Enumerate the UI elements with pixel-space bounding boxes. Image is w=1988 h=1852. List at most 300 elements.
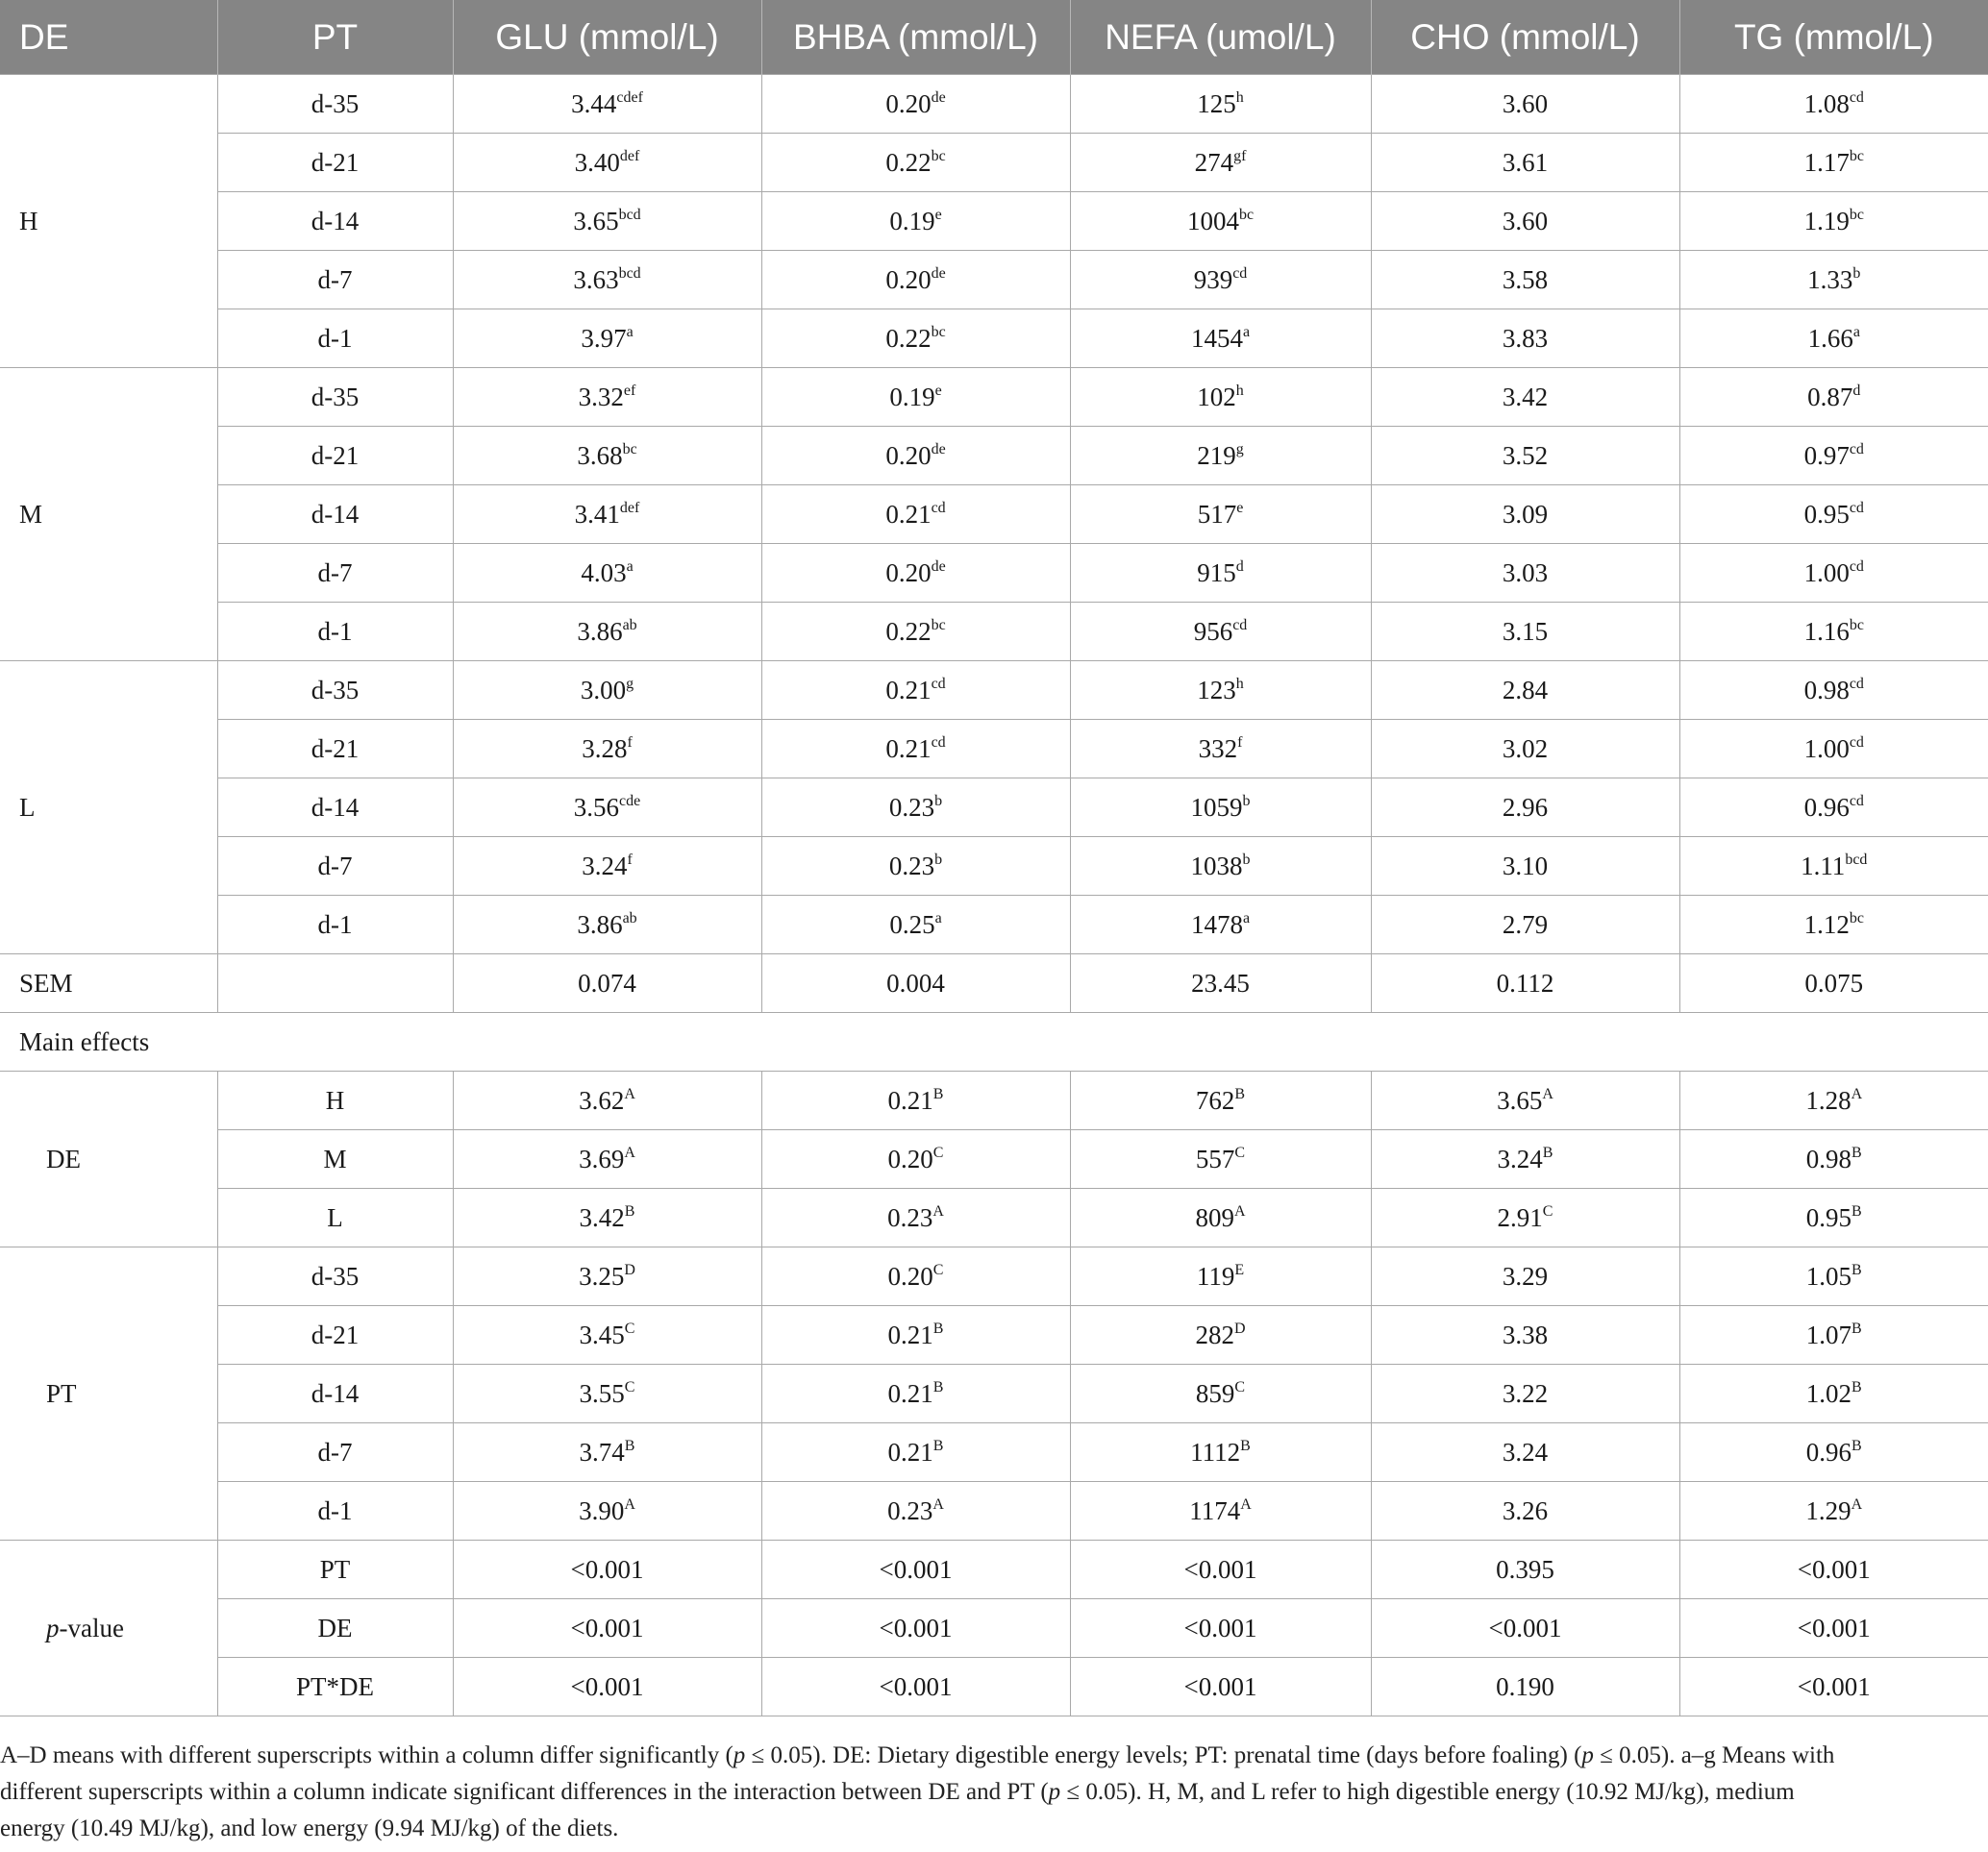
cell-nefa <box>1070 1189 1371 1247</box>
header-cho: CHO (mmol/L) <box>1371 0 1679 75</box>
cell-value: <0.001 <box>879 1554 953 1584</box>
cell-tg <box>1679 485 1988 544</box>
cell-superscript: def <box>619 499 640 516</box>
cell-tg <box>1679 251 1988 309</box>
cell-superscript: b <box>934 851 943 868</box>
cell-cho <box>1371 778 1679 837</box>
cell-cho <box>1371 1306 1679 1365</box>
cell-bhba <box>761 778 1070 837</box>
cell-cho <box>1371 368 1679 427</box>
cell-value: 0.21 <box>887 1320 933 1349</box>
cell-superscript: e <box>934 206 942 223</box>
cell-tg <box>1679 1482 1988 1541</box>
cell-superscript: h <box>1235 675 1244 692</box>
cell-glu <box>453 1482 761 1541</box>
table-row <box>0 1541 1988 1599</box>
cell-value: 0.20 <box>885 264 932 294</box>
cell-bhba <box>761 603 1070 661</box>
cell-value: 3.63 <box>573 264 619 294</box>
cell-value: 1.17 <box>1803 147 1850 177</box>
cell-nefa <box>1070 1482 1371 1541</box>
cell-superscript: cd <box>931 499 946 516</box>
cell-value: 23.45 <box>1191 968 1250 998</box>
cell-superscript: cd <box>931 733 946 751</box>
cell-superscript: bc <box>622 440 637 457</box>
header-tg: TG (mmol/L) <box>1679 0 1988 75</box>
header-de: DE <box>0 0 217 75</box>
cell-superscript: d <box>1852 382 1861 399</box>
cell-glu <box>453 309 761 368</box>
cell-bhba <box>761 1247 1070 1306</box>
main-effects-label: Main effects <box>0 1013 1988 1072</box>
cell-superscript: de <box>931 440 946 457</box>
cell-value: 0.22 <box>885 323 932 353</box>
cell-cho <box>1371 192 1679 251</box>
footnote-line: energy (10.49 MJ/kg), and low energy (9.94 MJ/kg) of the diets. <box>0 1815 619 1841</box>
pt-cell: PT*DE <box>217 1658 453 1716</box>
pt-cell: d-7 <box>217 544 453 603</box>
cell-superscript: A <box>1240 1495 1252 1513</box>
cell-cho <box>1371 1599 1679 1658</box>
cell-value: <0.001 <box>1183 1671 1257 1701</box>
cell-value: 1.66 <box>1807 323 1853 353</box>
cell-value: <0.001 <box>570 1613 644 1642</box>
cell-tg <box>1679 309 1988 368</box>
pt-cell: d-21 <box>217 134 453 192</box>
cell-value: 1004 <box>1186 206 1239 235</box>
cell-nefa <box>1070 75 1371 134</box>
sem-row <box>0 954 1988 1013</box>
cell-value: 1059 <box>1190 792 1243 822</box>
cell-value: 915 <box>1197 557 1236 587</box>
cell-bhba <box>761 134 1070 192</box>
cell-superscript: E <box>1234 1261 1245 1278</box>
cell-value: 3.60 <box>1502 88 1549 118</box>
cell-superscript: B <box>1240 1437 1251 1454</box>
cell-value: 3.15 <box>1502 616 1549 646</box>
cell-value: 0.21 <box>885 675 932 704</box>
cell-value: 219 <box>1197 440 1236 470</box>
cell-superscript: f <box>627 851 633 868</box>
pt-cell: d-1 <box>217 309 453 368</box>
pt-cell: d-35 <box>217 368 453 427</box>
cell-value: 123 <box>1197 675 1236 704</box>
cell-value: 0.190 <box>1496 1671 1554 1701</box>
cell-value: 3.41 <box>574 499 620 529</box>
cell-bhba <box>761 1130 1070 1189</box>
cell-nefa <box>1070 1247 1371 1306</box>
cell-superscript: cdef <box>616 88 643 106</box>
cell-value: 0.395 <box>1496 1554 1554 1584</box>
cell-value: 3.62 <box>579 1085 625 1115</box>
cell-value: 3.86 <box>577 616 623 646</box>
cell-nefa <box>1070 603 1371 661</box>
cell-superscript: e <box>934 382 942 399</box>
cell-superscript: B <box>1851 1144 1862 1161</box>
cell-value: 0.004 <box>886 968 945 998</box>
sem-label: SEM <box>0 954 217 1013</box>
cell-superscript: de <box>931 88 946 106</box>
cell-superscript: a <box>1242 323 1251 340</box>
cell-value: 0.20 <box>885 557 932 587</box>
cell-glu <box>453 1423 761 1482</box>
cell-value: 1.12 <box>1803 909 1850 939</box>
cell-nefa <box>1070 1599 1371 1658</box>
cell-value: 1454 <box>1190 323 1243 353</box>
cell-superscript: bc <box>1849 909 1864 926</box>
cell-glu <box>453 427 761 485</box>
pt-cell: d-21 <box>217 720 453 778</box>
cell-value: 3.58 <box>1502 264 1549 294</box>
cell-cho <box>1371 309 1679 368</box>
cell-superscript: A <box>932 1495 944 1513</box>
cell-superscript: ef <box>623 382 636 399</box>
cell-tg <box>1679 720 1988 778</box>
cell-value: 939 <box>1193 264 1233 294</box>
group-label: M <box>0 368 217 661</box>
cell-bhba <box>761 1482 1070 1541</box>
cell-value: 3.10 <box>1502 851 1549 880</box>
cell-bhba <box>761 75 1070 134</box>
cell-glu <box>453 368 761 427</box>
cell-glu <box>453 1599 761 1658</box>
pt-cell: DE <box>217 1599 453 1658</box>
cell-value: 809 <box>1195 1202 1234 1232</box>
cell-value: 282 <box>1195 1320 1234 1349</box>
cell-value: 1.05 <box>1805 1261 1852 1291</box>
cell-glu <box>453 661 761 720</box>
pt-cell: d-14 <box>217 778 453 837</box>
cell-value: 0.21 <box>887 1085 933 1115</box>
cell-value: 0.23 <box>887 1202 933 1232</box>
pt-cell: d-14 <box>217 485 453 544</box>
cell-superscript: bc <box>931 616 946 633</box>
cell-value: 1174 <box>1189 1495 1241 1525</box>
cell-superscript: C <box>932 1144 944 1161</box>
cell-value: 1.07 <box>1805 1320 1852 1349</box>
cell-cho <box>1371 134 1679 192</box>
cell-value: 1112 <box>1190 1437 1241 1467</box>
cell-superscript: A <box>624 1144 635 1161</box>
cell-bhba <box>761 427 1070 485</box>
cell-superscript: a <box>626 557 634 575</box>
table-row <box>0 485 1988 544</box>
cell-superscript: B <box>932 1378 944 1395</box>
cell-value: 3.40 <box>574 147 620 177</box>
cell-value: 102 <box>1197 382 1236 411</box>
pt-cell: d-14 <box>217 1365 453 1423</box>
cell-superscript: C <box>624 1320 635 1337</box>
cell-glu <box>453 192 761 251</box>
pt-cell: d-14 <box>217 192 453 251</box>
cell-tg <box>1679 1599 1988 1658</box>
cell-superscript: B <box>624 1437 635 1454</box>
cell-nefa <box>1070 1072 1371 1130</box>
cell-superscript: B <box>932 1437 944 1454</box>
table-row <box>0 661 1988 720</box>
cell-value: 0.87 <box>1807 382 1853 411</box>
cell-nefa <box>1070 837 1371 896</box>
cell-tg <box>1679 603 1988 661</box>
cell-cho <box>1371 1130 1679 1189</box>
cell-glu <box>453 1365 761 1423</box>
table-row <box>0 1189 1988 1247</box>
cell-superscript: cd <box>1849 557 1864 575</box>
cell-glu <box>453 1189 761 1247</box>
cell-superscript: B <box>1851 1202 1862 1220</box>
cell-cho <box>1371 896 1679 954</box>
cell-superscript: g <box>1235 440 1244 457</box>
header-glu: GLU (mmol/L) <box>453 0 761 75</box>
cell-tg <box>1679 75 1988 134</box>
cell-value: 1.19 <box>1803 206 1850 235</box>
cell-value: 0.074 <box>578 968 636 998</box>
cell-superscript: C <box>1234 1144 1246 1161</box>
cell-nefa <box>1070 720 1371 778</box>
header-bhba: BHBA (mmol/L) <box>761 0 1070 75</box>
cell-value: 3.69 <box>579 1144 625 1173</box>
cell-superscript: b <box>934 792 943 809</box>
cell-value: 3.26 <box>1502 1495 1549 1525</box>
cell-value: 3.52 <box>1502 440 1549 470</box>
cell-superscript: bc <box>1849 206 1864 223</box>
cell-cho <box>1371 251 1679 309</box>
cell-bhba <box>761 954 1070 1013</box>
table-row <box>0 1365 1988 1423</box>
cell-glu <box>453 134 761 192</box>
cell-superscript: cd <box>1849 792 1864 809</box>
cell-bhba <box>761 251 1070 309</box>
cell-value: 3.97 <box>581 323 627 353</box>
cell-glu <box>453 251 761 309</box>
table-row <box>0 368 1988 427</box>
cell-value: 1.28 <box>1805 1085 1851 1115</box>
pt-cell: d-35 <box>217 75 453 134</box>
cell-nefa <box>1070 1130 1371 1189</box>
cell-value: 332 <box>1198 733 1238 763</box>
table-row <box>0 192 1988 251</box>
cell-value: 3.42 <box>579 1202 625 1232</box>
table-row <box>0 134 1988 192</box>
cell-value: 0.21 <box>885 733 932 763</box>
cell-superscript: g <box>626 675 634 692</box>
table-row <box>0 1247 1988 1306</box>
header-row <box>0 0 1988 75</box>
pt-cell: M <box>217 1130 453 1189</box>
group-label: PT <box>0 1247 217 1541</box>
cell-glu <box>453 1072 761 1130</box>
cell-value: 1.29 <box>1805 1495 1851 1525</box>
table-row <box>0 896 1988 954</box>
cell-superscript: B <box>1851 1378 1862 1395</box>
cell-value: 2.91 <box>1497 1202 1543 1232</box>
cell-superscript: A <box>1851 1085 1863 1102</box>
cell-value: 1.33 <box>1807 264 1853 294</box>
cell-value: 3.32 <box>578 382 624 411</box>
cell-value: 0.98 <box>1803 675 1850 704</box>
cell-value: 2.96 <box>1502 792 1549 822</box>
cell-nefa <box>1070 1541 1371 1599</box>
cell-nefa <box>1070 427 1371 485</box>
cell-cho <box>1371 1247 1679 1306</box>
cell-value: 557 <box>1195 1144 1235 1173</box>
cell-value: 3.38 <box>1502 1320 1549 1349</box>
cell-value: <0.001 <box>1183 1554 1257 1584</box>
cell-cho <box>1371 1482 1679 1541</box>
cell-value: 3.56 <box>573 792 620 822</box>
cell-superscript: de <box>931 264 946 282</box>
cell-value: 3.61 <box>1502 147 1549 177</box>
cell-glu <box>453 1306 761 1365</box>
cell-value: 4.03 <box>581 557 627 587</box>
cell-tg <box>1679 368 1988 427</box>
cell-cho <box>1371 661 1679 720</box>
cell-glu <box>453 954 761 1013</box>
cell-glu <box>453 1247 761 1306</box>
cell-tg <box>1679 1072 1988 1130</box>
cell-value: 1.02 <box>1805 1378 1852 1408</box>
cell-bhba <box>761 720 1070 778</box>
cell-superscript: e <box>1236 499 1244 516</box>
cell-superscript: b <box>1242 792 1251 809</box>
cell-superscript: cd <box>1849 499 1864 516</box>
cell-bhba <box>761 1365 1070 1423</box>
pt-cell: d-7 <box>217 251 453 309</box>
footnote-line: A–D means with different superscripts within a column differ significantly (p ≤ 0.05). DE: Dietary digestible energy levels; PT: prenatal time (days before foaling) (p ≤ 0.05). a–g Means with <box>0 1742 1835 1768</box>
table-row <box>0 1658 1988 1716</box>
cell-superscript: C <box>932 1261 944 1278</box>
cell-superscript: bcd <box>618 264 641 282</box>
cell-superscript: b <box>1242 851 1251 868</box>
cell-superscript: bc <box>1849 147 1864 164</box>
table-row <box>0 309 1988 368</box>
table-row <box>0 544 1988 603</box>
cell-glu <box>453 896 761 954</box>
cell-superscript: D <box>1233 1320 1246 1337</box>
cell-value: 3.44 <box>571 88 617 118</box>
cell-nefa <box>1070 896 1371 954</box>
cell-value: 1.08 <box>1803 88 1850 118</box>
cell-tg <box>1679 134 1988 192</box>
cell-superscript: cd <box>1232 616 1248 633</box>
cell-cho <box>1371 1365 1679 1423</box>
cell-value: <0.001 <box>879 1613 953 1642</box>
cell-tg <box>1679 1541 1988 1599</box>
cell-value: 0.21 <box>887 1378 933 1408</box>
table-row <box>0 603 1988 661</box>
cell-superscript: B <box>624 1202 635 1220</box>
pt-cell: H <box>217 1072 453 1130</box>
cell-superscript: cd <box>1849 675 1864 692</box>
pt-cell: d-1 <box>217 1482 453 1541</box>
cell-value: 0.97 <box>1803 440 1850 470</box>
cell-cho <box>1371 1658 1679 1716</box>
cell-nefa <box>1070 251 1371 309</box>
cell-value: 3.22 <box>1502 1378 1549 1408</box>
cell-tg <box>1679 427 1988 485</box>
pt-cell <box>217 954 453 1013</box>
table-row <box>0 778 1988 837</box>
table-row <box>0 720 1988 778</box>
pt-cell: d-1 <box>217 896 453 954</box>
cell-value: <0.001 <box>1797 1554 1871 1584</box>
cell-superscript: bc <box>931 147 946 164</box>
cell-value: 0.112 <box>1496 968 1554 998</box>
cell-superscript: cd <box>1849 733 1864 751</box>
cell-nefa <box>1070 368 1371 427</box>
cell-bhba <box>761 1072 1070 1130</box>
cell-nefa <box>1070 192 1371 251</box>
group-label-rest: -value <box>59 1613 124 1642</box>
cell-value: 0.98 <box>1805 1144 1852 1173</box>
cell-value: 762 <box>1195 1085 1235 1115</box>
cell-value: 0.95 <box>1805 1202 1852 1232</box>
cell-bhba <box>761 1658 1070 1716</box>
cell-nefa <box>1070 954 1371 1013</box>
cell-value: 2.79 <box>1502 909 1549 939</box>
cell-bhba <box>761 544 1070 603</box>
cell-cho <box>1371 427 1679 485</box>
cell-value: 517 <box>1197 499 1237 529</box>
cell-value: 0.21 <box>885 499 932 529</box>
main-effects-row <box>0 1013 1988 1072</box>
cell-value: 274 <box>1194 147 1234 177</box>
cell-nefa <box>1070 778 1371 837</box>
pt-cell: d-21 <box>217 1306 453 1365</box>
cell-value: 2.84 <box>1502 675 1549 704</box>
cell-glu <box>453 1541 761 1599</box>
cell-value: 3.68 <box>577 440 623 470</box>
footnote-line: different superscripts within a column indicate significant differences in the interaction between DE and PT (p ≤ 0.05). H, M, and L refer to high digestible energy (10.92 MJ/kg), medium <box>0 1779 1795 1805</box>
cell-glu <box>453 485 761 544</box>
cell-superscript: B <box>1851 1320 1862 1337</box>
cell-value: 0.21 <box>887 1437 933 1467</box>
pt-cell: L <box>217 1189 453 1247</box>
cell-glu <box>453 720 761 778</box>
group-label <box>0 1541 217 1716</box>
cell-superscript: A <box>1851 1495 1863 1513</box>
cell-tg <box>1679 896 1988 954</box>
cell-value: 3.02 <box>1502 733 1549 763</box>
table-row <box>0 1423 1988 1482</box>
cell-value: 3.25 <box>579 1261 625 1291</box>
cell-tg <box>1679 1130 1988 1189</box>
cell-superscript: A <box>1233 1202 1246 1220</box>
cell-glu <box>453 75 761 134</box>
cell-superscript: D <box>624 1261 635 1278</box>
cell-value: 859 <box>1195 1378 1235 1408</box>
header-pt: PT <box>217 0 453 75</box>
cell-value: 1.00 <box>1803 557 1850 587</box>
header-nefa: NEFA (umol/L) <box>1070 0 1371 75</box>
cell-nefa <box>1070 1306 1371 1365</box>
table-row <box>0 1072 1988 1130</box>
cell-glu <box>453 544 761 603</box>
cell-value: 0.20 <box>885 88 932 118</box>
cell-value: 3.00 <box>580 675 627 704</box>
cell-glu <box>453 778 761 837</box>
cell-tg <box>1679 778 1988 837</box>
table-row <box>0 1482 1988 1541</box>
cell-superscript: h <box>1235 88 1244 106</box>
cell-bhba <box>761 309 1070 368</box>
cell-nefa <box>1070 1423 1371 1482</box>
cell-superscript: B <box>1851 1261 1862 1278</box>
cell-nefa <box>1070 544 1371 603</box>
cell-value: 1478 <box>1190 909 1243 939</box>
cell-cho <box>1371 1072 1679 1130</box>
cell-bhba <box>761 896 1070 954</box>
